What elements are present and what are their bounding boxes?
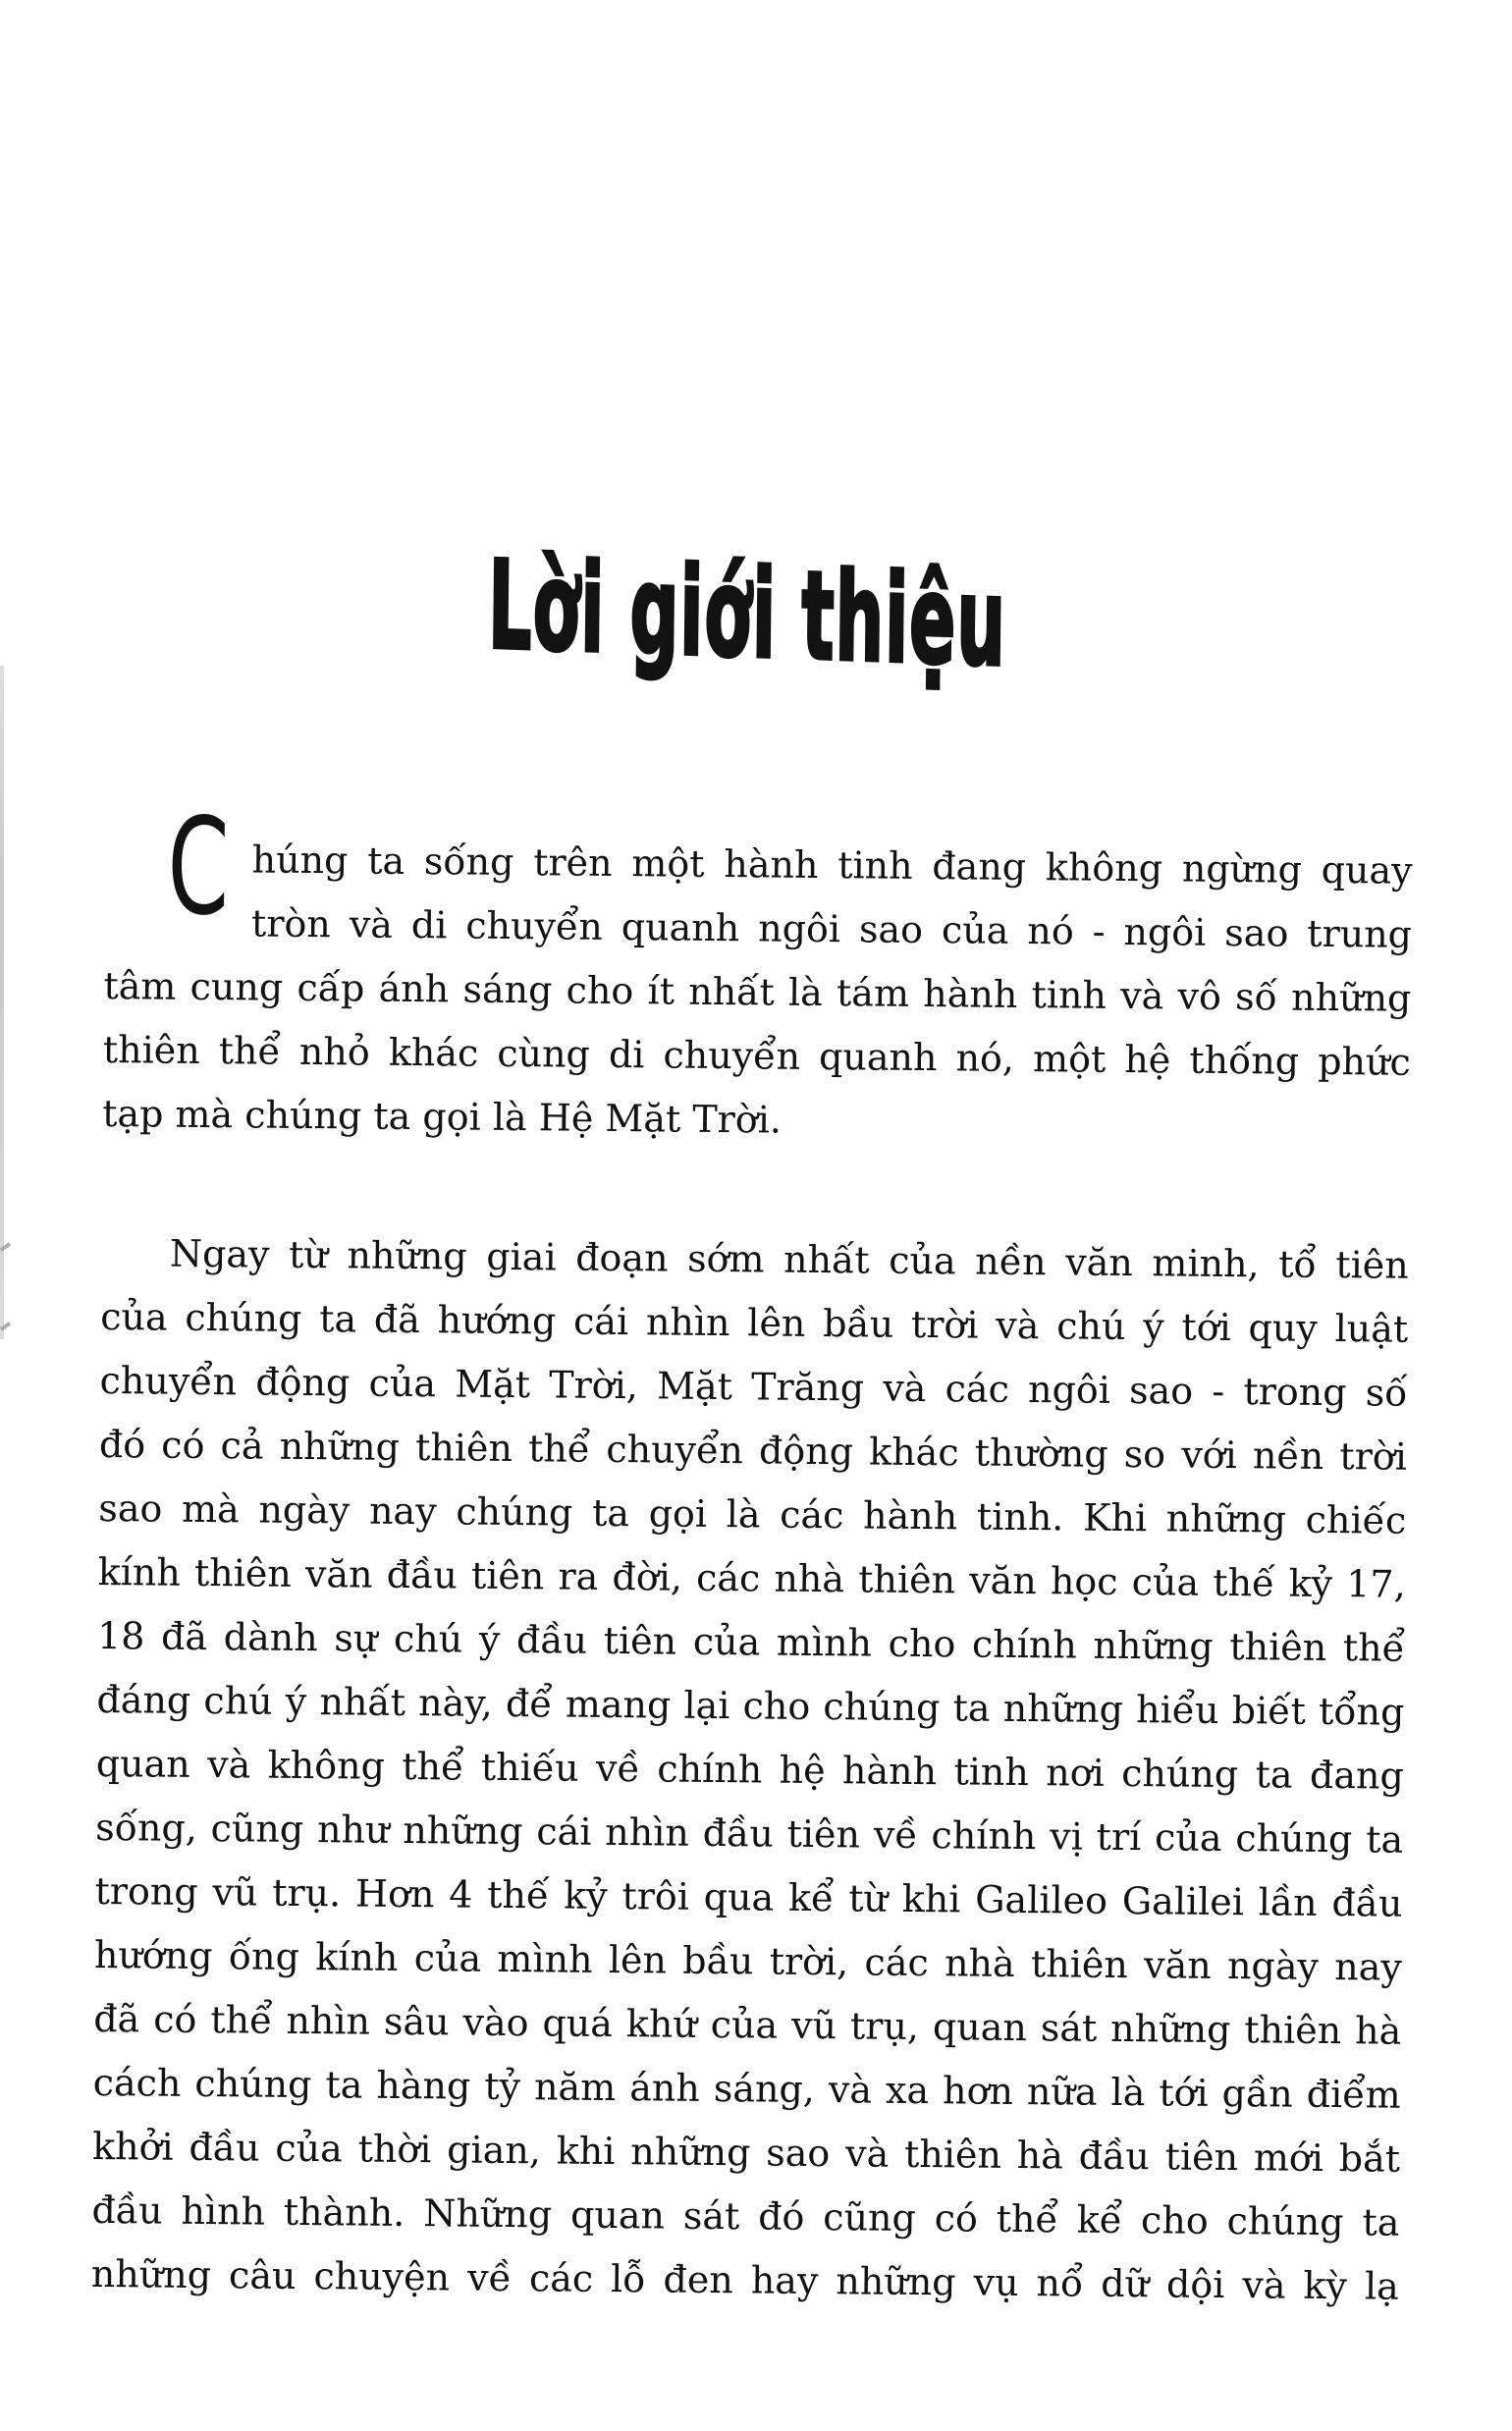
text-line: 18 đã dành sự chú ý đầu tiên của mình cho chính những thiên thể xyxy=(96,1613,1406,1670)
text-line: của chúng ta đã hướng cái nhìn lên bầu trời và chú ý tới quy luật xyxy=(99,1294,1409,1351)
text-line: đó có cả những thiên thể chuyển động khác thường so với nền trời xyxy=(98,1422,1408,1479)
text-line: đã có thể nhìn sâu vào quá khứ của vũ trụ, quan sát những thiên hà xyxy=(93,1996,1402,2053)
text-line: đầu hình thành. Những quan sát đó cũng có thể kể cho chúng ta xyxy=(91,2188,1400,2244)
text-line: tâm cung cấp ánh sáng cho ít nhất là tám hành tinh và vô số những xyxy=(103,963,1412,1020)
text-line: quan và không thể thiếu về chính hệ hành tinh nơi chúng ta đang xyxy=(95,1741,1404,1798)
text-line: trong vũ trụ. Hơn 4 thế kỷ trôi qua kể từ khi Galileo Galilei lần đầu xyxy=(94,1868,1403,1925)
intro-text xyxy=(90,789,1413,2319)
text-line: húng ta sống trên một hành tinh đang không ngừng quay xyxy=(251,837,1413,892)
text-line: hướng ống kính của mình lên bầu trời, các nhà thiên văn ngày nay xyxy=(93,1932,1403,1989)
text-line: kính thiên văn đầu tiên ra đời, các nhà thiên văn học của thế kỷ 17, xyxy=(97,1549,1406,1606)
text-line: những câu chuyện về các lỗ đen hay những vụ nổ dữ dội và kỳ lạ xyxy=(90,2251,1400,2308)
intro-paragraph-2 xyxy=(91,1221,1410,2319)
text-line: cách chúng ta hàng tỷ năm ánh sáng, và xa hơn nữa là tới gần điểm xyxy=(92,2060,1401,2117)
dropcap-letter: C xyxy=(166,789,231,946)
text-line: tạp mà chúng ta gọi là Hệ Mặt Trời. xyxy=(101,1091,783,1142)
text-line: Ngay từ những giai đoạn sớm nhất của nền văn minh, tổ tiên xyxy=(169,1231,1409,1287)
text-line: sao mà ngày nay chúng ta gọi là các hành tinh. Khi những chiếc xyxy=(98,1486,1407,1542)
text-line: đáng chú ý nhất này, để mang lại cho chúng ta những hiểu biết tổng xyxy=(96,1677,1405,1734)
text-line: tròn và di chuyển quanh ngôi sao của nó - ngôi sao trung xyxy=(250,901,1413,956)
text-line: thiên thể nhỏ khác cùng di chuyển quanh nó, một hệ thống phức xyxy=(102,1027,1411,1084)
text-line: chuyển động của Mặt Trời, Mặt Trăng và các ngôi sao - trong số xyxy=(99,1358,1408,1415)
page-title: Lời giới thiệu xyxy=(487,535,1007,695)
intro-paragraph-1 xyxy=(101,789,1413,1159)
text-line: khởi đầu của thời gian, khi những sao và thiên hà đầu tiên mới bắt xyxy=(91,2124,1401,2181)
text-line: sống, cũng như những cái nhìn đầu tiên về chính vị trí của chúng ta xyxy=(95,1805,1404,1862)
scan-edge-artifact xyxy=(0,666,4,1339)
